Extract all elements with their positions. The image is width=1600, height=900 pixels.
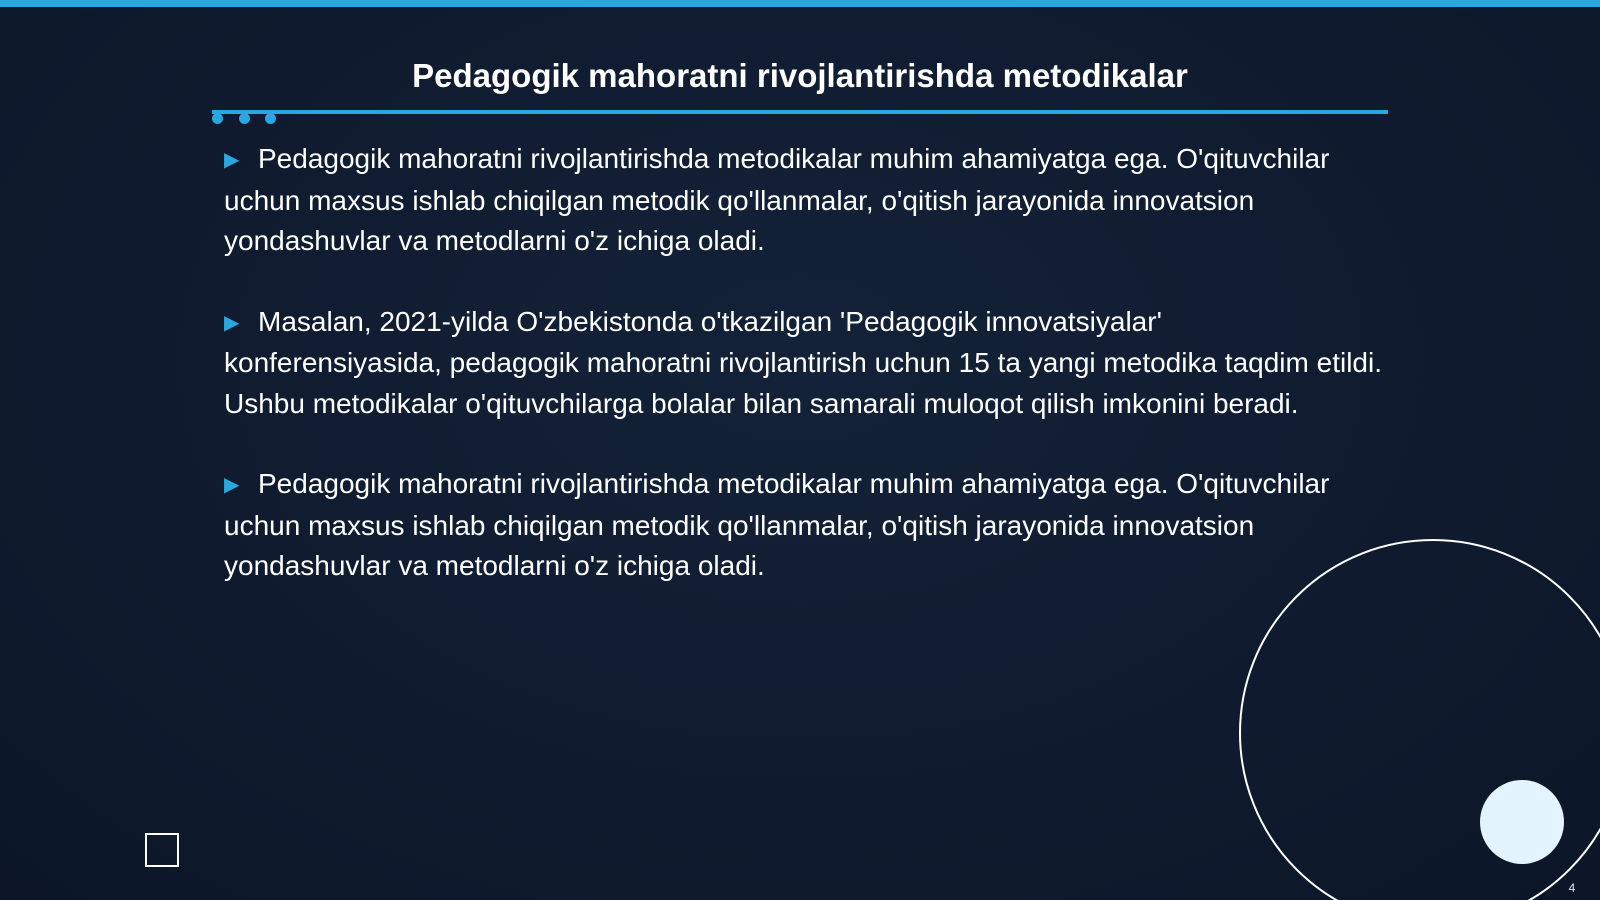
decorative-disc [1480,780,1564,864]
play-triangle-icon: ▶ [224,474,240,496]
page-number: 4 [1568,881,1576,895]
bullet-paragraph [224,464,1384,587]
bullet-paragraph [224,302,1384,425]
paragraph-text: Pedagogik mahoratni rivojlantirishda metodikalar muhim ahamiyatga ega. O'qituvchilar uchun maxsus ishlab chiqilgan metodik qo'llanmalar, o'qitish jarayonida innovatsion yondashuvlar va metodlarni o'z ichiga oladi. [224,468,1330,581]
paragraph-text: Pedagogik mahoratni rivojlantirishda metodikalar muhim ahamiyatga ega. O'qituvchilar uchun maxsus ishlab chiqilgan metodik qo'llanmalar, o'qitish jarayonida innovatsion yondashuvlar va metodlarni o'z ichiga oladi. [224,143,1330,256]
bullet-paragraph [224,139,1384,262]
paragraph-text: Masalan, 2021-yilda O'zbekistonda o'tkazilgan 'Pedagogik innovatsiyalar' konferensiyasida, pedagogik mahoratni rivojlantirish uchun 15 ta yangi metodika taqdim etildi. Ushbu metodikalar o'qituvchilarga bolalar bilan samarali muloqot qilish imkonini beradi. [224,305,1382,419]
slide-body [224,139,1384,627]
slide-title: Pedagogik mahoratni rivojlantirishda metodikalar [412,57,1188,94]
top-accent-bar [0,0,1600,7]
decorative-square [145,833,179,867]
decorative-dot [239,113,250,124]
decorative-dot [265,113,276,124]
title-underline [212,110,1388,114]
decorative-dot [212,113,223,124]
play-triangle-icon: ▶ [224,311,240,334]
play-triangle-icon: ▶ [224,149,240,171]
